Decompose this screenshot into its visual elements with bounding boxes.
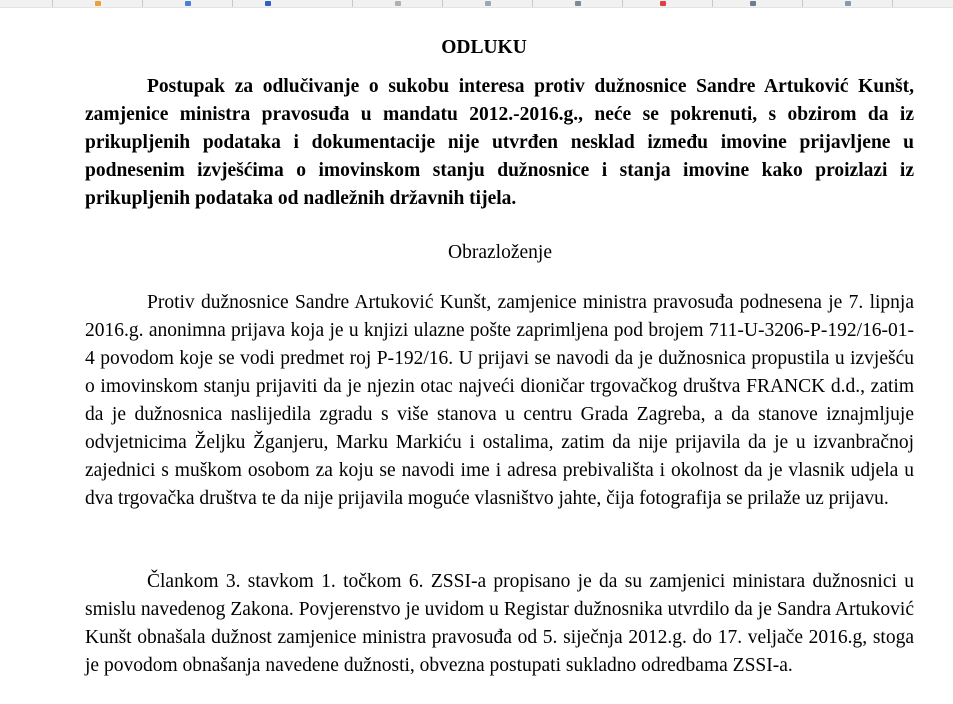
tab-separator <box>622 0 623 7</box>
document-title: ODLUKU <box>441 37 527 58</box>
tab-favicon-icon[interactable] <box>185 1 191 6</box>
tab-favicon-icon[interactable] <box>575 1 581 6</box>
tab-separator <box>892 0 893 7</box>
tab-separator <box>712 0 713 7</box>
tab-separator <box>142 0 143 7</box>
tab-separator <box>352 0 353 7</box>
tab-separator <box>52 0 53 7</box>
tab-favicon-icon[interactable] <box>265 1 271 6</box>
tab-favicon-icon[interactable] <box>660 1 666 6</box>
tab-favicon-icon[interactable] <box>95 1 101 6</box>
body-paragraph-1: Protiv dužnosnice Sandre Artuković Kunšt, zamjenice ministra pravosuđa podnesena je 7. lipnja 2016.g. anonimna prijava koja je u knjizi ulazne pošte zaprimljena pod brojem 711-U-3206-P-192/16-01-4 povodom koje se vodi predmet roj P-192/16. U prijavi se navodi da je dužnosnica propustila u izvješću o imovinskom stanju prijaviti da je njezin otac najveći dioničar trgovačkog društva FRANCK d.d., zatim da je dužnosnica naslijedila zgradu s više stanova u centru Grada Zagreba, a da stanove iznajmljuje odvjetnicima Željku Žganjeru, Marku Markiću i ostalima, zatim da nije prijavila da je u izvanbračnoj zajednici s muškom osobom za koju se navodi ime i adresa prebivališta i okolnost da je vlasnik udjela u dva trgovačka društva te da nije prijavila moguće vlasništvo jahte, čija fotografija se prilaže uz prijavu. <box>85 292 914 509</box>
tab-separator <box>802 0 803 7</box>
tab-separator <box>532 0 533 7</box>
tab-favicon-icon[interactable] <box>750 1 756 6</box>
browser-tab-strip <box>0 0 953 8</box>
tab-favicon-icon[interactable] <box>395 1 401 6</box>
tab-separator <box>442 0 443 7</box>
body-paragraph-2: Člankom 3. stavkom 1. točkom 6. ZSSI-a propisano je da su zamjenici ministara dužnosnici u smislu navedenog Zakona. Povjerenstvo je uvidom u Registar dužnosnika utvrdilo da je Sandra Artuković Kunšt obnašala dužnost zamjenice ministra pravosuđa od 5. siječnja 2012.g. do 17. veljače 2016.g, stoga je povodom obnašanja navedene dužnosti, obvezna postupati sukladno odredbama ZSSI-a. <box>85 571 914 676</box>
document-page <box>0 8 953 704</box>
tab-favicon-icon[interactable] <box>485 1 491 6</box>
section-heading: Obrazloženje <box>448 242 552 263</box>
tab-favicon-icon[interactable] <box>845 1 851 6</box>
decision-paragraph: Postupak za odlučivanje o sukobu interesa protiv dužnosnice Sandre Artuković Kunšt, zamjenice ministra pravosuđa u mandatu 2012.-2016.g., neće se pokrenuti, s obzirom da iz prikupljenih podataka i dokumentacije nije utvrđen nesklad između imovine prijavljene u podnesenim izvješćima o imovinskom stanju dužnosnice i stanja imovine kako proizlazi iz prikupljenih podataka od nadležnih državnih tijela. <box>85 76 914 209</box>
tab-separator <box>232 0 233 7</box>
